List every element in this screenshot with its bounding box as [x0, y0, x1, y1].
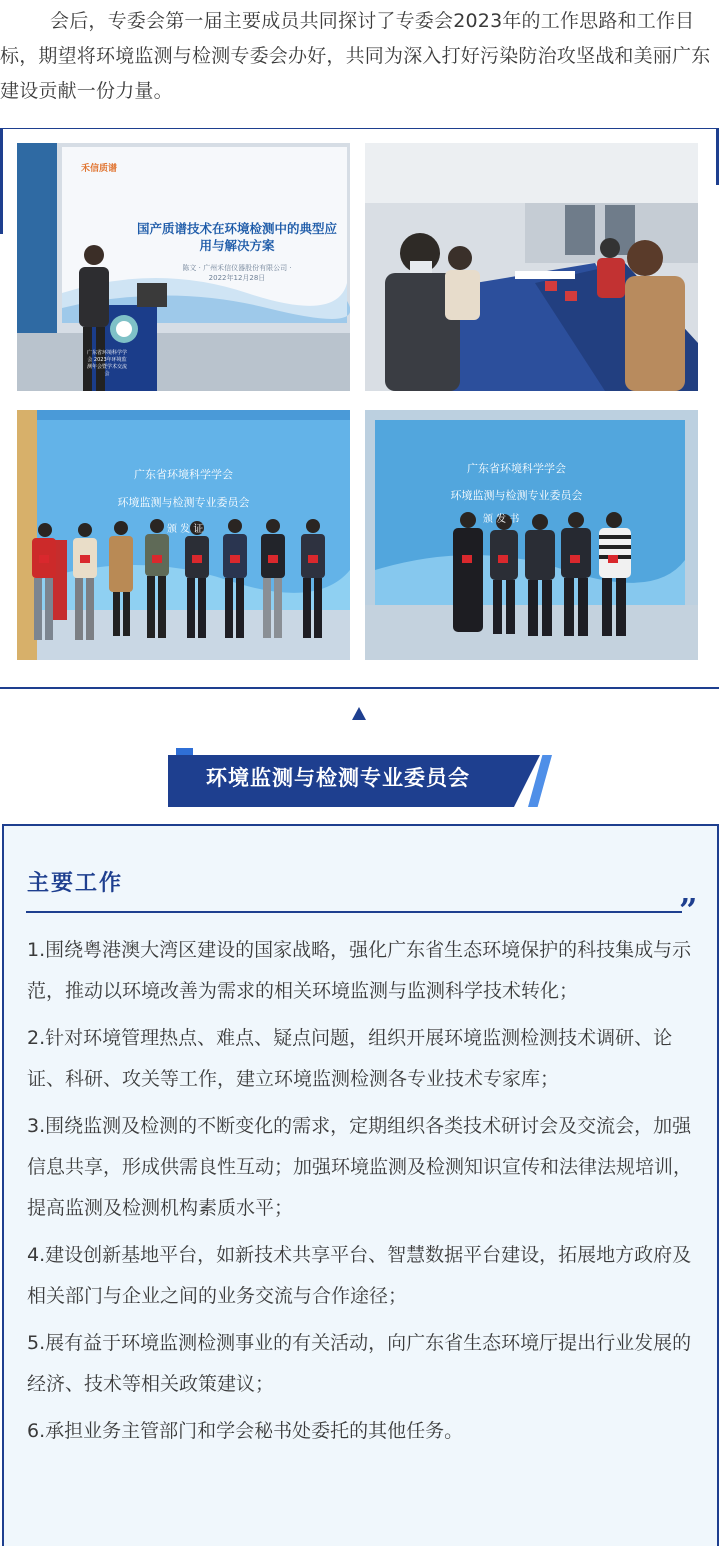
- work-title: 主要工作: [27, 871, 124, 896]
- photo-group-certificates-2[interactable]: [365, 410, 698, 660]
- work-item: 4.建设创新基地平台，如新技术共享平台、智慧数据平台建设，拓展地方政府及相关部门与企业之间的业务交流与合作途径；: [27, 1244, 692, 1307]
- slide-title: 国产质谱技术在环境检测中的典型应用与解决方案: [137, 221, 338, 253]
- photo-meeting-table[interactable]: [365, 143, 698, 391]
- backdrop-org-name: 广东省环境科学学会: [467, 462, 566, 475]
- podium-text: 广东省环境科学学会 2023年环境监测年会暨学术交流会: [87, 350, 128, 377]
- work-item: 3.围绕监测及检测的不断变化的需求，定期组织各类技术研讨会及交流会，加强信息共享，形成供需良性互动；加强环境监测及检测知识宣传和法律法规培训，提高监测及检测机构素质水平；: [27, 1115, 693, 1219]
- backdrop-committee-name: 环境监测与检测专业委员会: [117, 496, 250, 509]
- backdrop-award-text: 颁 发 证: [167, 524, 204, 535]
- section-banner: [168, 748, 552, 808]
- main-work-panel: [2, 824, 719, 1546]
- photo-group-certificates-1[interactable]: [17, 410, 350, 660]
- photo-speaker-presentation[interactable]: [17, 143, 350, 391]
- up-arrow-icon: [352, 707, 366, 720]
- work-item: 5.展有益于环境监测检测事业的有关活动，向广东省生态环境厅提出行业发展的经济、技术等相关政策建议；: [27, 1332, 692, 1395]
- work-item: 6.承担业务主管部门和学会秘书处委托的其他任务。: [27, 1420, 464, 1442]
- banner-title: 环境监测与检测专业委员会: [206, 766, 470, 790]
- quote-mark-icon: ”: [679, 891, 698, 929]
- slide-subtitle: 陈文 · 广州禾信仪器股份有限公司 · 2022年12月28日: [182, 264, 292, 282]
- intro-paragraph: 会后，专委会第一届主要成员共同探讨了专委会2023年的工作思路和工作目标，期望将环境监测与检测专委会办好，共同为深入打好污染防治攻坚战和美丽广东建设贡献一份力量。: [0, 10, 711, 102]
- backdrop-committee-name: 环境监测与检测专业委员会: [450, 489, 583, 502]
- work-item: 1.围绕粤港澳大湾区建设的国家战略，强化广东省生态环境保护的科技集成与示范，推动以环境改善为需求的相关环境监测与监测科学技术转化；: [27, 939, 692, 1002]
- title-divider: [26, 911, 682, 913]
- work-list: [27, 930, 699, 1458]
- photo-gallery: [0, 128, 719, 689]
- backdrop-award-text: 颁 发 书: [483, 514, 520, 525]
- backdrop-org-name: 广东省环境科学学会: [134, 468, 233, 481]
- slide-logo: 禾信质谱: [81, 164, 118, 174]
- work-item: 2.针对环境管理热点、难点、疑点问题，组织开展环境监测检测技术调研、论证、科研、攻关等工作，建立环境监测检测各专业技术专家库；: [27, 1027, 673, 1090]
- frame-accent-left: [0, 129, 3, 234]
